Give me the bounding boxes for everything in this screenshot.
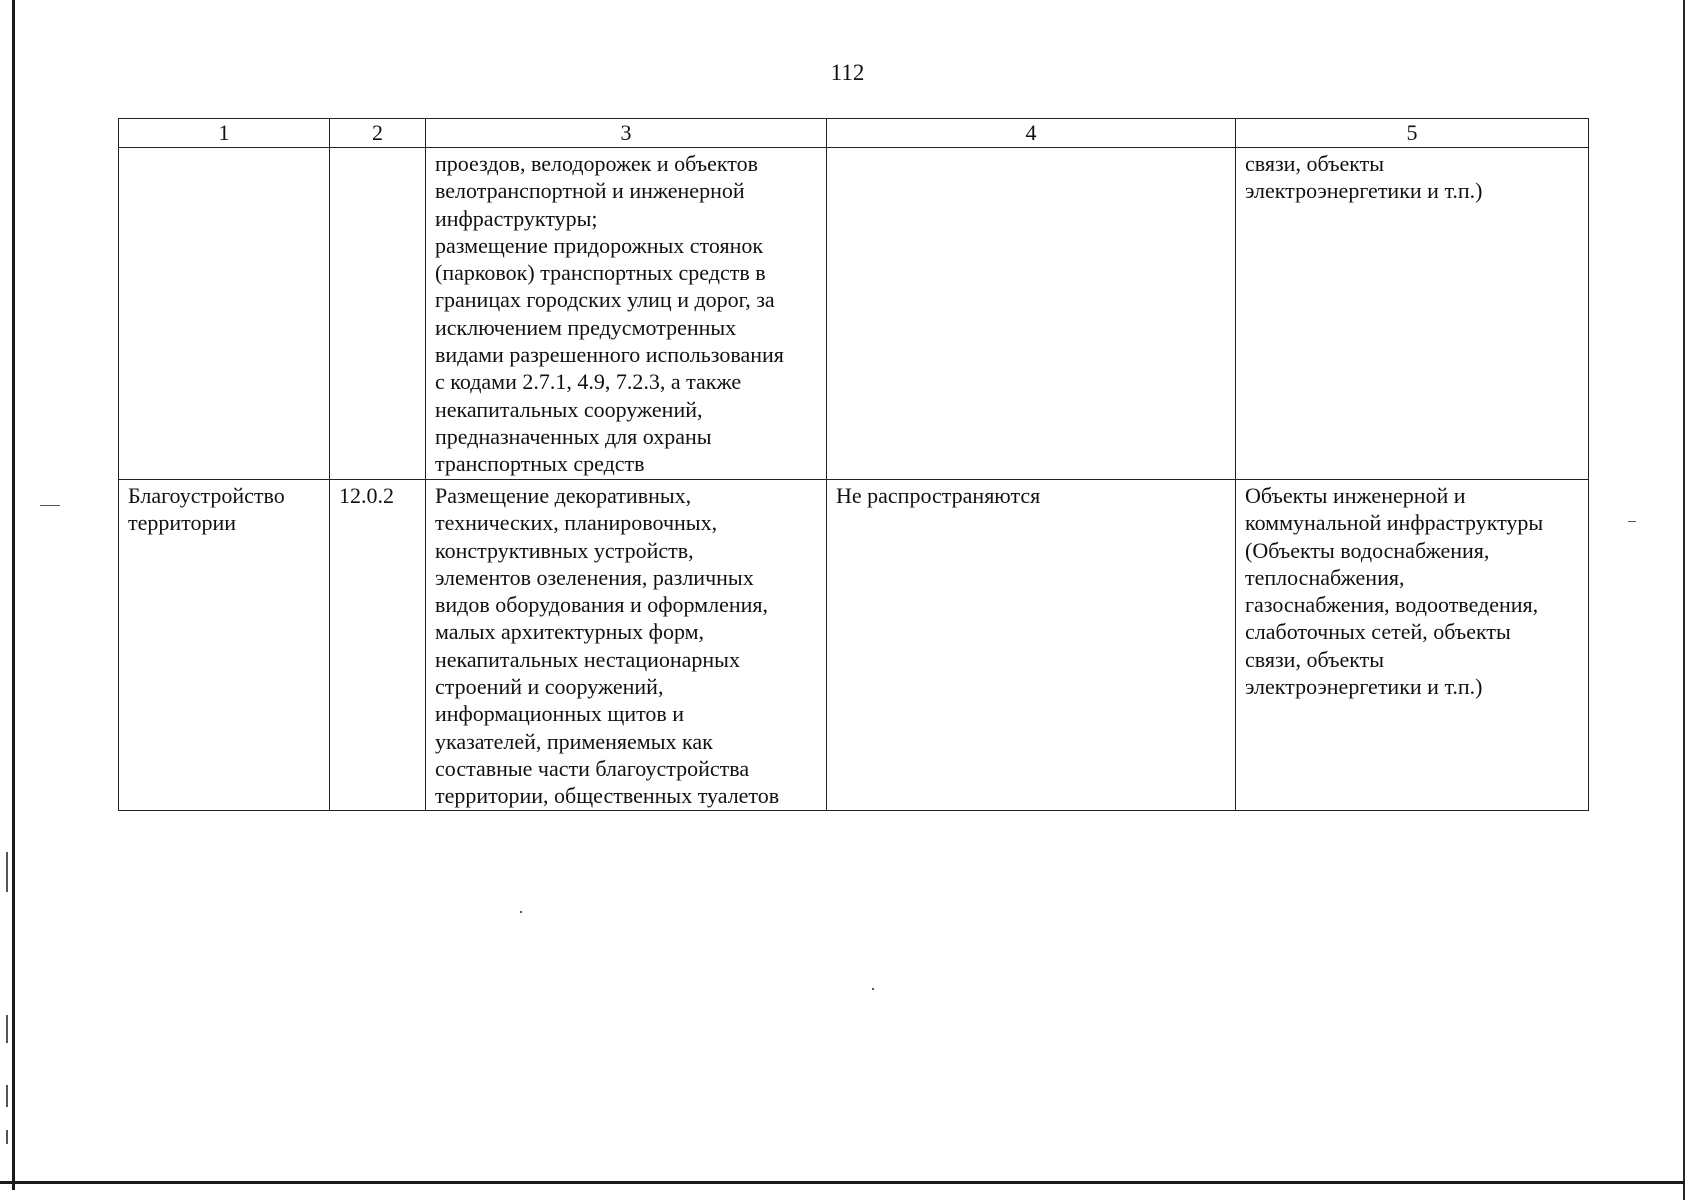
column-header-3: 3	[426, 119, 827, 148]
table-cell	[330, 148, 426, 480]
cell-text: Объекты инженерной и коммунальной инфраструктуры (Объекты водоснабжения, теплоснабжения, газоснабжения, водоотведения, слаботочных сетей, объекты связи, объекты электроэнергетики и т.п.)	[1245, 483, 1544, 700]
table-row	[119, 480, 1589, 811]
table-cell	[426, 480, 827, 811]
table-header-row	[119, 119, 1589, 148]
cell-text: связи, объекты электроэнергетики и т.п.)	[1245, 151, 1483, 204]
cell-text: Не распространяются	[836, 483, 1041, 508]
page-number: 112	[830, 60, 865, 85]
table-cell	[426, 148, 827, 480]
scan-left-edge	[12, 0, 15, 1190]
cell-text: Благоустройство территории	[128, 483, 285, 536]
column-header-1: 1	[119, 119, 330, 148]
scan-speck	[40, 505, 60, 506]
land-use-table	[118, 118, 1589, 811]
table-cell	[827, 480, 1236, 811]
scan-speck	[872, 988, 874, 990]
scan-speck	[6, 1130, 8, 1144]
table-cell	[119, 148, 330, 480]
table-cell	[1236, 148, 1589, 480]
scan-speck	[6, 1085, 8, 1107]
table-cell	[119, 480, 330, 811]
scan-speck	[1628, 521, 1636, 522]
scan-speck	[520, 911, 522, 913]
table-cell	[1236, 480, 1589, 811]
column-header-5: 5	[1236, 119, 1589, 148]
table-cell	[330, 480, 426, 811]
cell-text: 12.0.2	[339, 483, 394, 508]
column-header-4: 4	[827, 119, 1236, 148]
column-header-2: 2	[330, 119, 426, 148]
scan-speck	[6, 852, 8, 892]
table-row	[119, 148, 1589, 480]
scan-bottom-edge	[0, 1181, 1685, 1184]
scan-speck	[6, 1015, 8, 1043]
cell-text: проездов, велодорожек и объектов велотранспортной и инженерной инфраструктуры; размещение придорожных стоянок (парковок) транспортных средств в границах городских улиц и дорог, за исключением предусмотренных видами разрешенного использования с кодами 2.7.1, 4.9, 7.2.3, а также некапитальных сооружений, предназначенных для охраны транспортных средств	[435, 151, 784, 477]
cell-text: Размещение декоративных, технических, планировочных, конструктивных устройств, элементов озеленения, различных видов оборудования и оформления, малых архитектурных форм, некапитальных нестационарных строений и сооружений, информационных щитов и указателей, применяемых как составные части благоустройства территории, общественных туалетов	[435, 483, 780, 809]
table-cell	[827, 148, 1236, 480]
